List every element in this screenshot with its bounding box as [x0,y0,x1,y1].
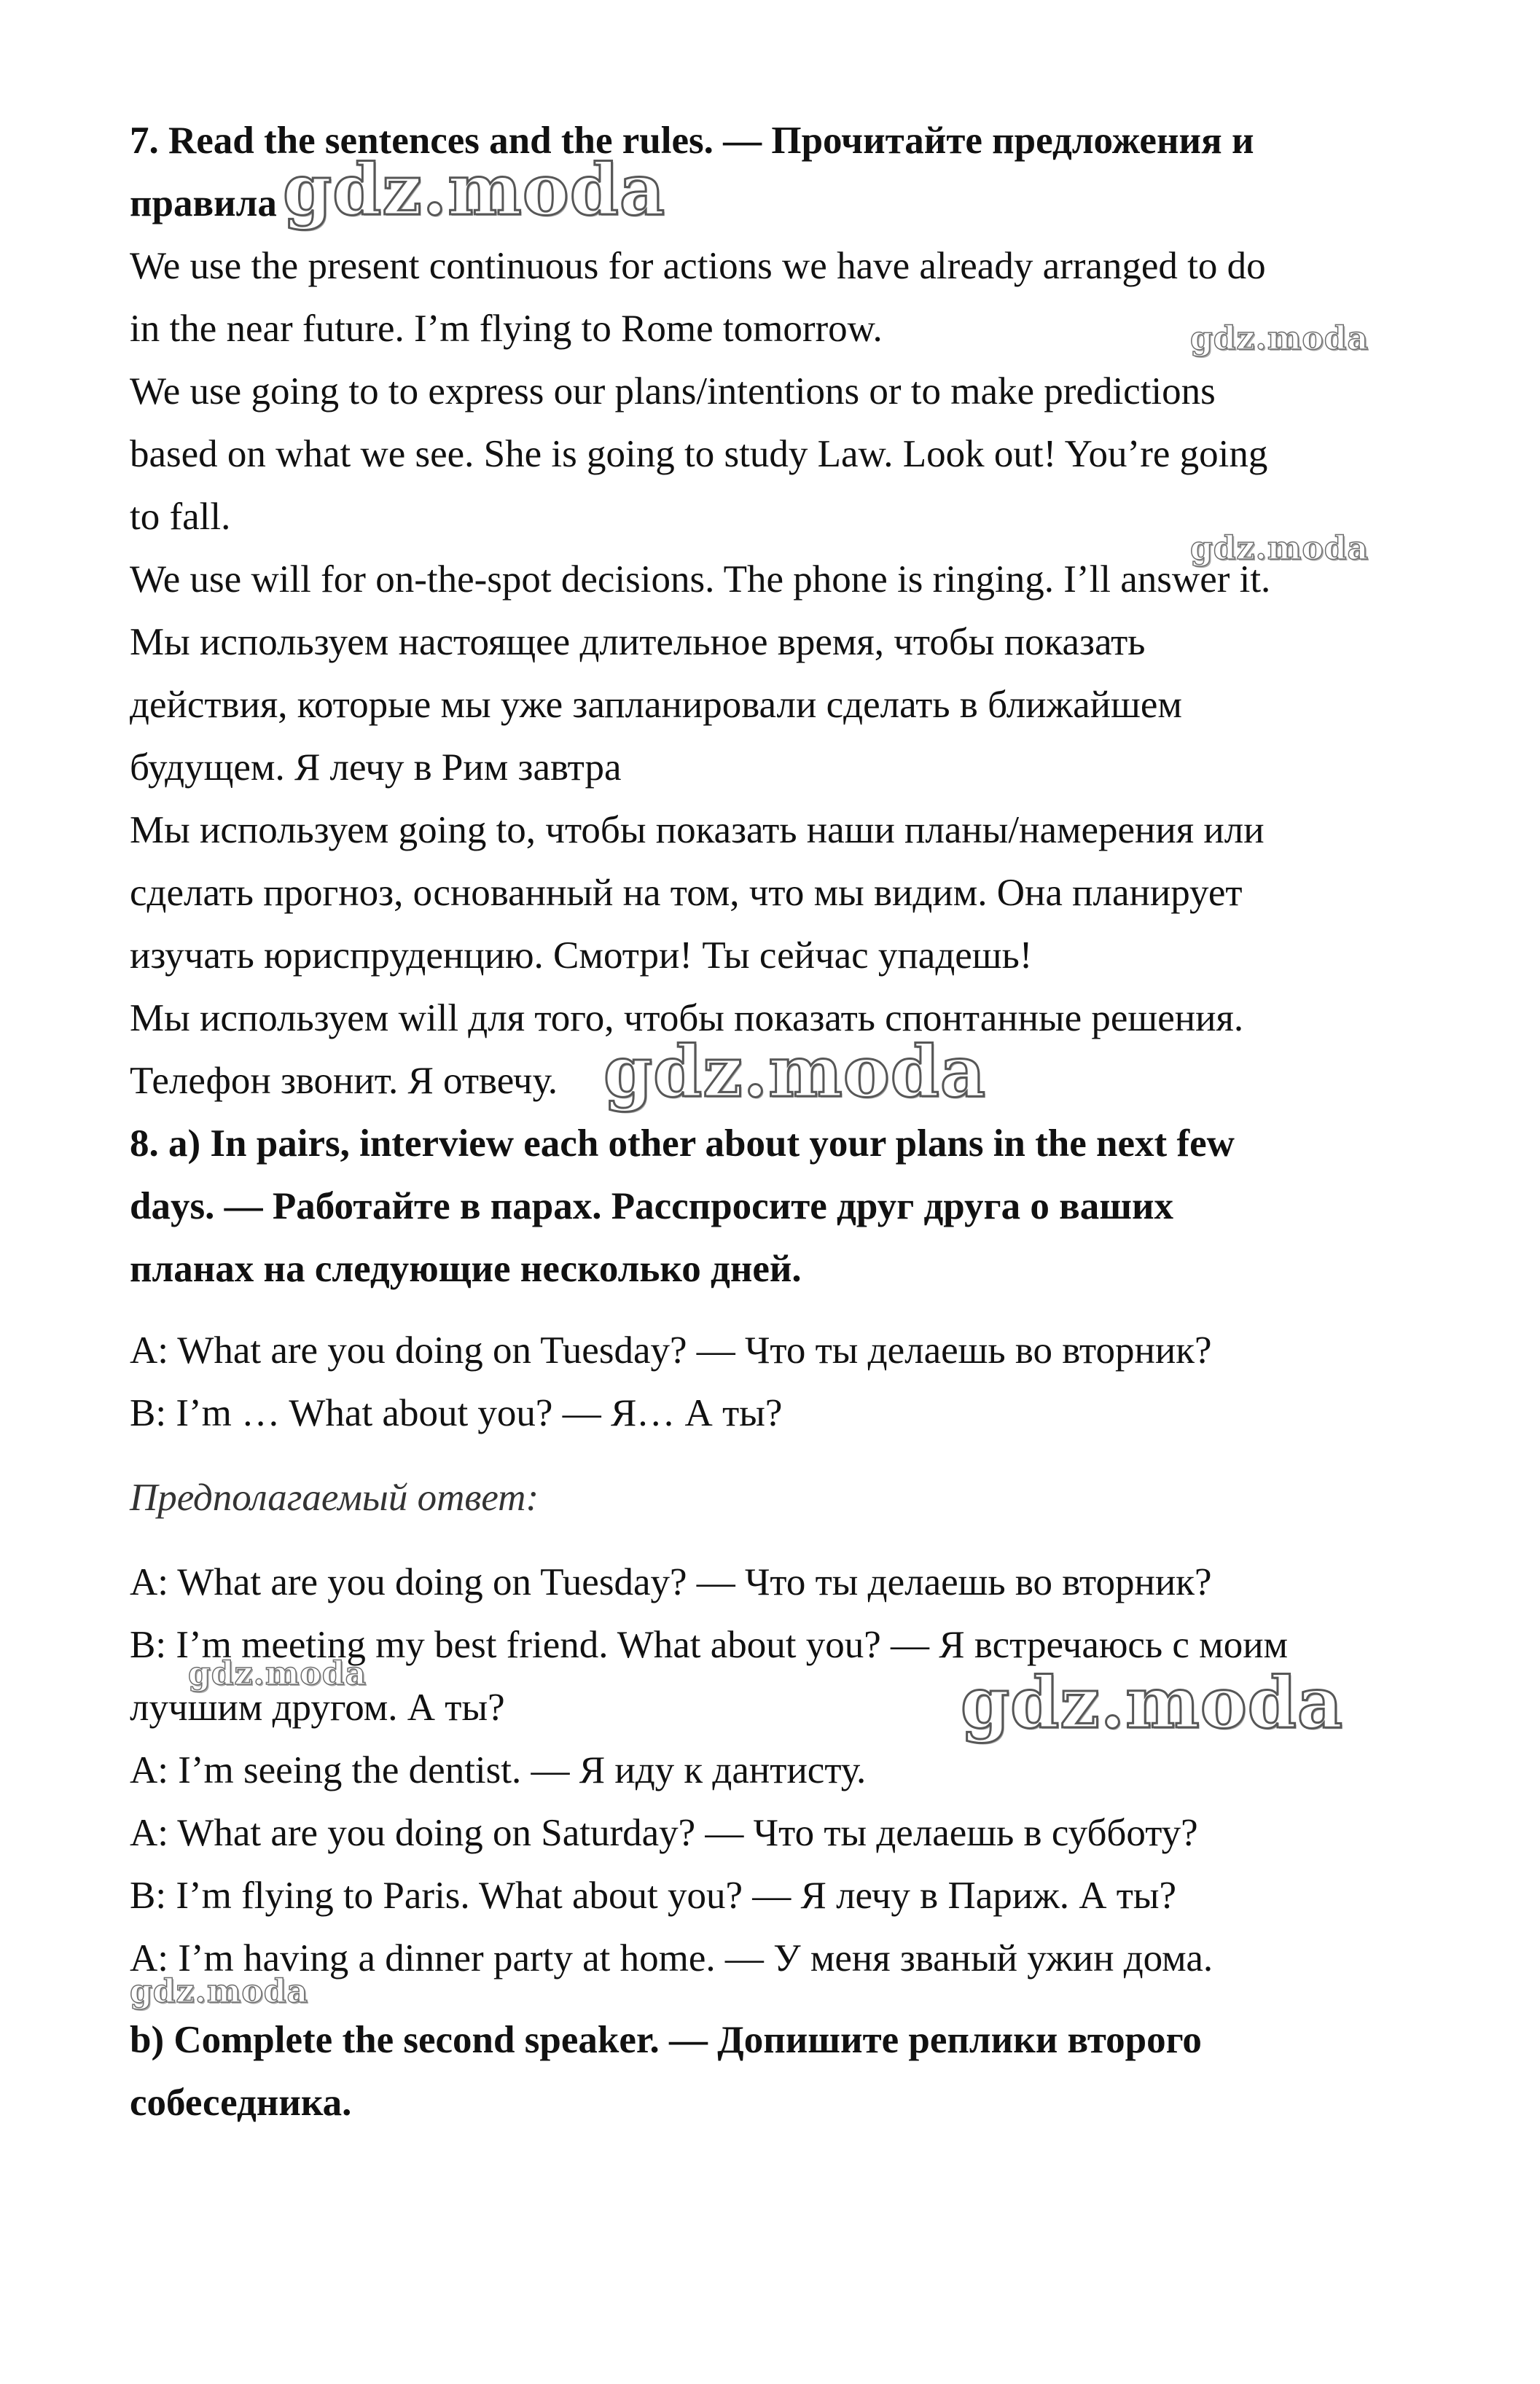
task7-line: изучать юриспруденцию. Смотри! Ты сейчас упадешь! [130,934,1033,977]
answer-line [130,1927,1427,2010]
answer-line: B: I’m flying to Paris. What about you? — Я лечу в Париж. А ты? [130,1875,1177,1917]
task7-line: We use the present continuous for actions we have already arranged to do [130,245,1266,287]
task7-line-text: to fall. [130,496,231,538]
task7-title-word: правила [130,182,277,224]
task7-line [130,297,1427,360]
watermark-logo: gdz.moda [283,149,666,231]
task8a-title-line: планах на следующие несколько дней. [130,1248,802,1290]
task7-line [130,1031,1427,1113]
watermark-logo: gdz.moda [1190,320,1369,357]
answer-line: A: What are you doing on Tuesday? — Что ты делаешь во вторник? [130,1561,1212,1603]
task7-line: We use will for on-the-spot decisions. The phone is ringing. I’ll answer it. [130,558,1271,601]
watermark-logo: gdz.moda [603,1031,987,1113]
task7-line-text: Телефон звонит. Я отвечу. [130,1060,558,1102]
answer-line: A: I’m seeing the dentist. — Я иду к дантисту. [130,1749,867,1791]
watermark-logo: gdz.moda [1190,530,1369,567]
task8b-title-line: собеседника. [130,2082,352,2124]
task8b-title-line: b) Complete the second speaker. — Допишите реплики второго [130,2019,1202,2061]
answer-line: A: What are you doing on Saturday? — Что ты делаешь в субботу? [130,1812,1198,1854]
task7-line: Мы используем настоящее длительное время, чтобы показать [130,621,1146,663]
task7-line: будущем. Я лечу в Рим завтра [130,746,622,789]
answer-label: Предполагаемый ответ: [130,1477,539,1519]
watermark-logo: gdz.moda [188,1655,367,1692]
task7-line: действия, которые мы уже запланировали сделать в ближайшем [130,684,1182,726]
document-page [130,109,1427,2134]
answer-line-text: A: I’m having a dinner party at home. — У меня званый ужин дома. [130,1937,1213,1979]
task7-line [130,485,1427,567]
answer-line [130,1662,1427,1744]
task7-line-text: in the near future. I’m flying to Rome tomorrow. [130,308,883,350]
task7-line: We use going to to express our plans/intentions or to make predictions [130,370,1216,413]
task7-line: сделать прогноз, основанный на том, что мы видим. Она планирует [130,872,1243,914]
watermark-logo: gdz.moda [961,1662,1344,1744]
task7-line: based on what we see. She is going to study Law. Look out! You’re going [130,433,1268,475]
task8a-title-line: 8. a) In pairs, interview each other about your plans in the next few [130,1122,1235,1165]
task7-title-line2 [130,149,1427,235]
task7-line: Мы используем will для того, чтобы показать спонтанные решения. [130,997,1244,1039]
prompt-line: A: What are you doing on Tuesday? — Что ты делаешь во вторник? [130,1329,1212,1372]
answer-line-text: лучшим другом. А ты? [130,1687,505,1729]
task8a-title-line: days. — Работайте в парах. Расспросите друг друга о ваших [130,1185,1174,1227]
watermark-logo: gdz.moda [130,1973,309,2010]
answer-line-text: B: I’m meeting my best friend. What about you? — Я встречаюсь с моим [130,1624,1289,1666]
task7-line: Мы используем going to, чтобы показать наши планы/намерения или [130,809,1265,851]
task7-title-line1: 7. Read the sentences and the rules. — Прочитайте предложения и [130,120,1254,162]
prompt-line: B: I’m … What about you? — Я… А ты? [130,1392,783,1434]
